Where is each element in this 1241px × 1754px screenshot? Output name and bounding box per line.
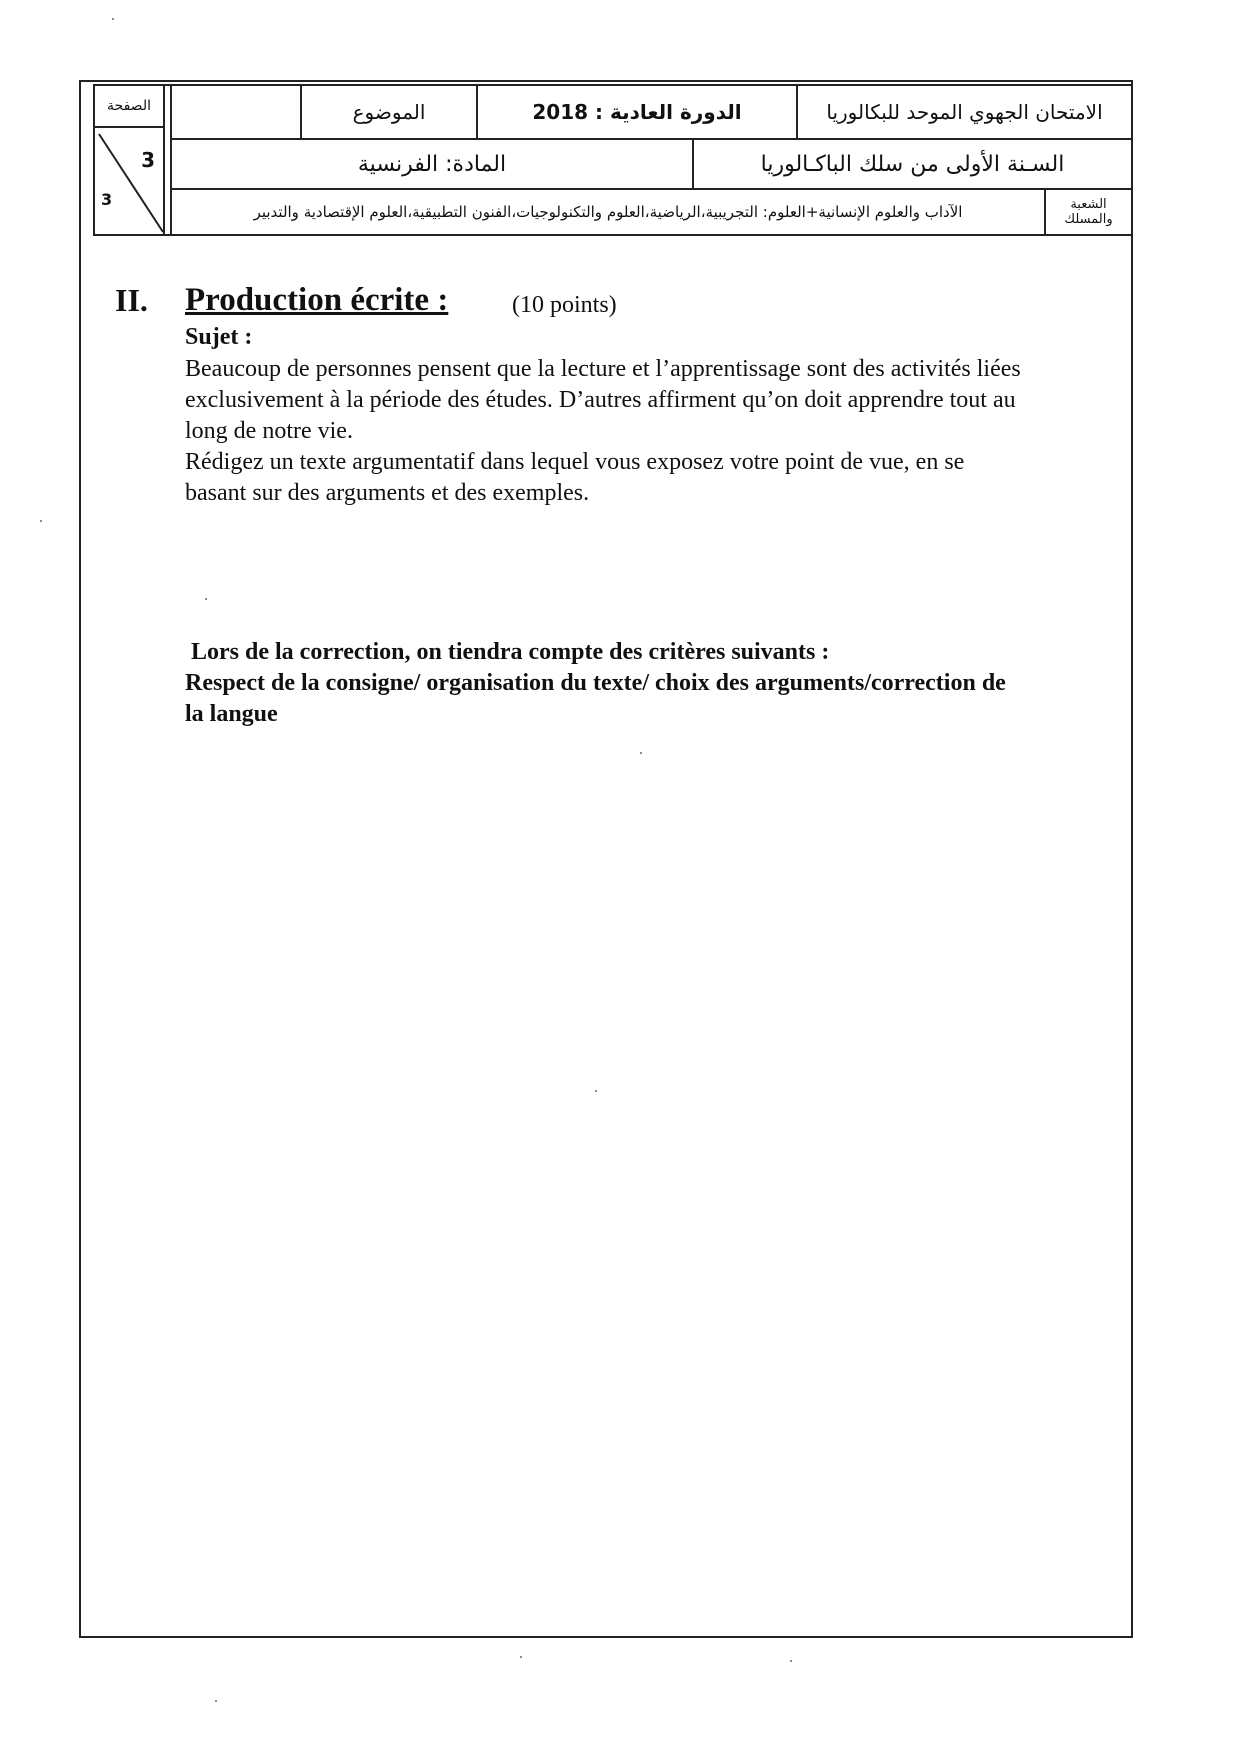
page-label: الصفحة bbox=[107, 98, 151, 114]
section-number: II. bbox=[115, 282, 148, 318]
session: الدورة العادية : 2018 bbox=[532, 100, 742, 124]
scan-speck bbox=[40, 520, 42, 522]
branch-label-1: الشعبة bbox=[1070, 197, 1107, 212]
scan-speck bbox=[112, 18, 114, 20]
year: السـنة الأولى من سلك الباكـالوريا bbox=[760, 151, 1065, 177]
page-label-cell bbox=[93, 84, 165, 128]
branches: الآداب والعلوم الإنسانية+العلوم: التجريبية،الرياضية،العلوم والتكنولوجيات،الفنون التطبيقية،العلوم الإقتصادية والتدبير bbox=[253, 203, 963, 221]
section-points: (10 points) bbox=[512, 292, 617, 318]
sujet-line: basant sur des arguments et des exemples. bbox=[185, 480, 590, 506]
scan-speck bbox=[595, 1090, 597, 1092]
sujet-line: Beaucoup de personnes pensent que la lecture et l’apprentissage sont des activités liées bbox=[185, 356, 1021, 382]
section-title: Production écrite : bbox=[185, 282, 449, 318]
criteria-intro: Lors de la correction, on tiendra compte des critères suivants : bbox=[191, 639, 830, 665]
page-number-cell bbox=[93, 126, 165, 236]
page-current: 3 bbox=[141, 148, 155, 172]
page-divider-diagonal bbox=[95, 128, 167, 238]
scan-speck bbox=[215, 1700, 217, 1702]
criteria-line: la langue bbox=[185, 701, 278, 727]
branch-label-cell bbox=[1044, 188, 1133, 236]
branch-label-2: والمسلك bbox=[1064, 212, 1113, 227]
sujet-line: Rédigez un texte argumentatif dans lequel vous exposez votre point de vue, en se bbox=[185, 449, 965, 475]
sujet-line: long de notre vie. bbox=[185, 418, 353, 444]
sujet-label: Sujet : bbox=[185, 324, 253, 350]
page-total: 3 bbox=[101, 190, 113, 209]
session-cell bbox=[476, 84, 798, 140]
scan-speck bbox=[520, 1656, 522, 1658]
subject-kind-cell bbox=[300, 84, 478, 140]
subject-kind: الموضوع bbox=[352, 100, 426, 124]
scan-speck bbox=[640, 752, 642, 754]
scan-speck bbox=[790, 1660, 792, 1662]
exam-title: الامتحان الجهوي الموحد للبكالوريا bbox=[826, 100, 1103, 124]
exam-title-cell bbox=[796, 84, 1133, 140]
year-cell bbox=[692, 138, 1133, 190]
scan-speck bbox=[205, 598, 207, 600]
subject: المادة: الفرنسية bbox=[357, 151, 507, 177]
sujet-line: exclusivement à la période des études. D’autres affirment qu’on doit apprendre tout au bbox=[185, 387, 1016, 413]
subject-cell bbox=[170, 138, 694, 190]
branches-cell bbox=[170, 188, 1046, 236]
blank-cell bbox=[170, 84, 302, 140]
criteria-line: Respect de la consigne/ organisation du texte/ choix des arguments/correction de bbox=[185, 670, 1006, 696]
